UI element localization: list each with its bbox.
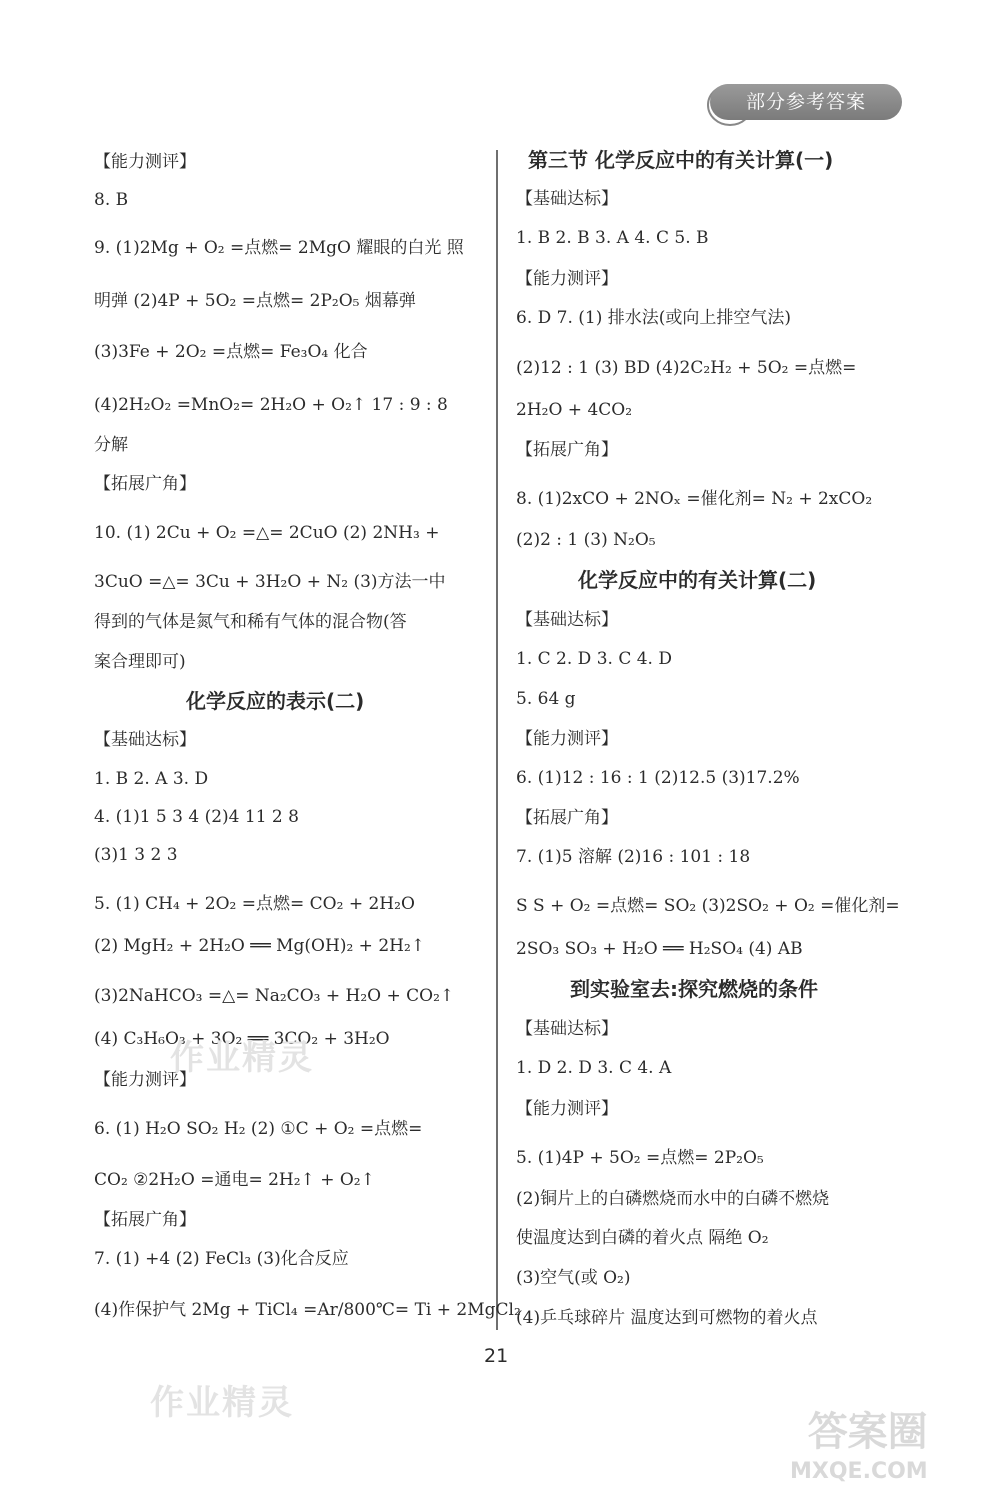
answer-line: 1. D 2. D 3. C 4. A — [516, 1058, 672, 1078]
answer-line: (2) MgH₂ + 2H₂O ══ Mg(OH)₂ + 2H₂↑ — [94, 936, 426, 956]
answer-line: 8. (1)2xCO + 2NOₓ =催化剂= N₂ + 2xCO₂ — [516, 489, 873, 509]
answer-line: 1. C 2. D 3. C 4. D — [516, 649, 672, 669]
answer-line: 6. (1) H₂O SO₂ H₂ (2) ①C + O₂ =点燃= — [94, 1119, 423, 1139]
answer-line: 5. 64 g — [516, 689, 576, 709]
answer-line: 1. B 2. B 3. A 4. C 5. B — [516, 228, 709, 248]
site-watermark-cn: 答案圈 — [807, 1409, 928, 1455]
section-label: 【拓展广角】 — [94, 474, 196, 494]
answer-line: (2)12 : 1 (3) BD (4)2C₂H₂ + 5O₂ =点燃= — [516, 358, 857, 378]
answer-line: S S + O₂ =点燃= SO₂ (3)2SO₂ + O₂ =催化剂= — [516, 896, 900, 916]
answer-line: (3)2NaHCO₃ =△= Na₂CO₃ + H₂O + CO₂↑ — [94, 986, 455, 1006]
answer-line: (4)乒乓球碎片 温度达到可燃物的着火点 — [516, 1308, 818, 1328]
answer-line: 7. (1) +4 (2) FeCl₃ (3)化合反应 — [94, 1249, 349, 1269]
answer-line: 8. B — [94, 190, 129, 210]
watermark: 作业精灵 — [170, 1038, 314, 1078]
answer-line: 6. (1)12 : 16 : 1 (2)12.5 (3)17.2% — [516, 768, 800, 788]
answer-line: 9. (1)2Mg + O₂ =点燃= 2MgO 耀眼的白光 照 — [94, 238, 464, 258]
answer-line: 2H₂O + 4CO₂ — [516, 400, 633, 420]
section-label: 【能力测评】 — [516, 729, 618, 749]
watermark: 作业精灵 — [150, 1383, 294, 1423]
answer-line: 分解 — [94, 435, 128, 455]
answer-line: (2)铜片上的白磷燃烧而水中的白磷不燃烧 — [516, 1189, 830, 1209]
section-heading: 化学反应的表示(二) — [186, 689, 365, 713]
section-label: 【拓展广角】 — [516, 808, 618, 828]
answer-line: (3)空气(或 O₂) — [516, 1268, 631, 1288]
answer-line: (2)2 : 1 (3) N₂O₅ — [516, 530, 656, 550]
answer-line: 10. (1) 2Cu + O₂ =△= 2CuO (2) 2NH₃ + — [94, 523, 440, 543]
answer-line: 得到的气体是氮气和稀有气体的混合物(答 — [94, 612, 407, 632]
answer-line: 7. (1)5 溶解 (2)16 : 101 : 18 — [516, 847, 751, 867]
answer-line: (4)作保护气 2Mg + TiCl₄ =Ar/800℃= Ti + 2MgCl₂ — [94, 1300, 521, 1320]
section-label: 【能力测评】 — [516, 1099, 618, 1119]
answer-line: (4) C₃H₆O₃ + 3O₂ ══ 3CO₂ + 3H₂O — [94, 1029, 390, 1049]
section-label: 【拓展广角】 — [516, 440, 618, 460]
answer-line: (4)2H₂O₂ =MnO₂= 2H₂O + O₂↑ 17 : 9 : 8 — [94, 395, 448, 415]
header-badge: 部分参考答案 — [710, 84, 902, 120]
section-label: 【基础达标】 — [516, 189, 618, 209]
answer-line: 6. D 7. (1) 排水法(或向上排空气法) — [516, 308, 792, 328]
answer-line: 5. (1)4P + 5O₂ =点燃= 2P₂O₅ — [516, 1148, 764, 1168]
answer-line: (3)3Fe + 2O₂ =点燃= Fe₃O₄ 化合 — [94, 342, 368, 362]
section-label: 【能力测评】 — [516, 269, 618, 289]
answer-line: 4. (1)1 5 3 4 (2)4 11 2 8 — [94, 807, 299, 827]
section-label: 【基础达标】 — [516, 610, 618, 630]
section-label: 【能力测评】 — [94, 152, 196, 172]
column-divider — [496, 150, 498, 1330]
answer-line: 1. B 2. A 3. D — [94, 769, 209, 789]
answer-line: CO₂ ②2H₂O =通电= 2H₂↑ + O₂↑ — [94, 1170, 375, 1190]
site-watermark-url: MXQE.COM — [790, 1459, 928, 1484]
answer-line: (3)1 3 2 3 — [94, 845, 178, 865]
answer-line: 使温度达到白磷的着火点 隔绝 O₂ — [516, 1228, 769, 1248]
section-heading: 到实验室去:探究燃烧的条件 — [570, 977, 818, 1001]
section-label: 【能力测评】 — [94, 1070, 196, 1090]
section-label: 【基础达标】 — [94, 730, 196, 750]
site-watermark — [790, 1400, 928, 1484]
answer-line: 明弹 (2)4P + 5O₂ =点燃= 2P₂O₅ 烟幕弹 — [94, 291, 416, 311]
section-label: 【基础达标】 — [516, 1019, 618, 1039]
answer-line: 5. (1) CH₄ + 2O₂ =点燃= CO₂ + 2H₂O — [94, 894, 415, 914]
page-number: 21 — [484, 1345, 509, 1367]
section-heading: 化学反应中的有关计算(二) — [578, 568, 817, 592]
answer-line: 2SO₃ SO₃ + H₂O ══ H₂SO₄ (4) AB — [516, 939, 803, 959]
section-heading: 第三节 化学反应中的有关计算(一) — [528, 148, 834, 172]
answer-line: 3CuO =△= 3Cu + 3H₂O + N₂ (3)方法一中 — [94, 572, 446, 592]
section-label: 【拓展广角】 — [94, 1210, 196, 1230]
answer-line: 案合理即可) — [94, 652, 186, 672]
